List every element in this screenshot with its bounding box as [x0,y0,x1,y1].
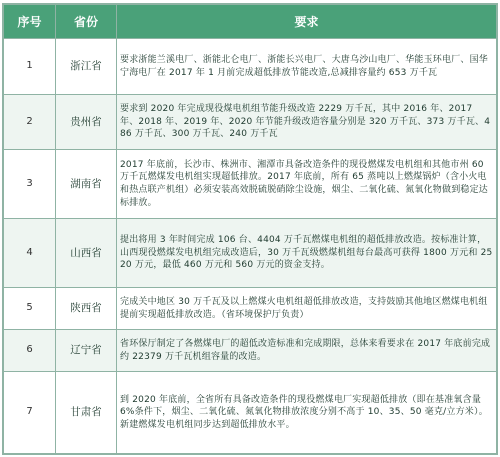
policy-table [3,4,497,454]
row-province: 浙江省 [56,39,117,95]
row-index: 5 [4,288,56,330]
table-header-row [4,5,497,39]
row-requirement: 2017 年底前，长沙市、株洲市、湘潭市具备改造条件的现役燃煤发电机组和其他市州 60 万千瓦燃煤发电机组实现超低排放。2017 年底前，所有 65 蒸吨以上燃煤锅炉（含小火电和热点联产机组）必须安装高效脱硫脱硝除尘设施，烟尘、二氧化硫、氮氧化物做到稳定达标排放。 [117,150,497,219]
policy-table-container [2,3,498,455]
row-requirement: 完成关中地区 30 万千瓦及以上燃煤火电机组超低排放改造，支持鼓励其他地区燃煤电机组提前实现超低排放改造。（省环境保护厅负责） [117,288,497,330]
table-row [4,95,497,150]
row-province: 甘肃省 [56,372,117,454]
table-row [4,150,497,219]
table-row [4,288,497,330]
header-requirement: 要求 [117,5,497,39]
row-province: 陕西省 [56,288,117,330]
row-index: 4 [4,219,56,288]
row-province: 贵州省 [56,95,117,150]
header-province: 省份 [56,5,117,39]
row-requirement: 要求浙能兰溪电厂、浙能北仑电厂、浙能长兴电厂、大唐乌沙山电厂、华能玉环电厂、国华宁海电厂在 2017 年 1 月前完成超低排放节能改造,总减排容量约 653 万千瓦 [117,39,497,95]
row-index: 3 [4,150,56,219]
table-row [4,39,497,95]
row-requirement: 到 2020 年底前，全省所有具备改造条件的现役燃煤电厂实现超低排放（即在基准氧含量 6%条件下，烟尘、二氧化硫、氮氧化物排放浓度分别不高于 10、35、50 毫克/立方米）。新建燃煤发电机组同步达到超低排放水平。 [117,372,497,454]
table-row [4,372,497,454]
row-index: 7 [4,372,56,454]
row-province: 山西省 [56,219,117,288]
row-index: 1 [4,39,56,95]
row-province: 湖南省 [56,150,117,219]
table-row [4,330,497,372]
table-row [4,219,497,288]
row-requirement: 要求到 2020 年完成现役煤电机组节能升级改造 2229 万千瓦，其中 2016 年、2017 年、2018 年、2019 年、2020 年节能升级改造容量分别是 320 万千瓦、373 万千瓦、486 万千瓦、300 万千瓦、240 万千瓦 [117,95,497,150]
row-requirement: 提出将用 3 年时间完成 106 台、4404 万千瓦燃煤电机组的超低排放改造。按标准计算，山西现役燃煤发电机组完成改造后，30 万千瓦级燃煤机组每台最高可获得 1800 万元和 2520 万元，最低 460 万元和 560 万元的资金支持。 [117,219,497,288]
row-index: 6 [4,330,56,372]
row-province: 辽宁省 [56,330,117,372]
row-requirement: 省环保厅制定了各燃煤电厂的超低改造标准和完成期限，总体来看要求在 2017 年底前完成约 22379 万千瓦机组容量的改造。 [117,330,497,372]
row-index: 2 [4,95,56,150]
header-index: 序号 [4,5,56,39]
